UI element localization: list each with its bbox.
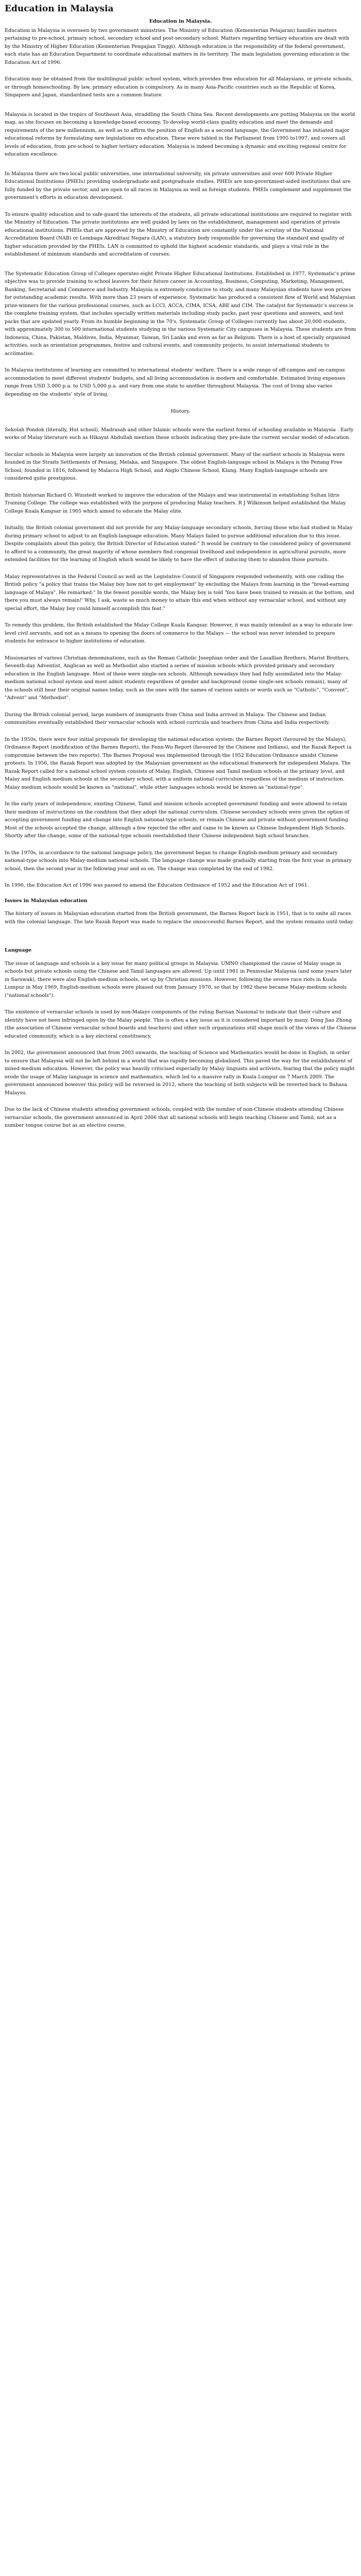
page-title: Education in Malaysia	[5, 4, 114, 14]
history-paragraph: British historian Richard O. Winstedt worked to improve the education of the Malays and was instrumental in establishing Sultan Idris Training College. The college was established with the purpose of producing Malay teachers. R J Wilkinson helped established the Malay College Kuala Kangsar in 1905 which aimed to educate the Malay elite.	[5, 492, 346, 514]
history-paragraph: Secular schools in Malaysia were largely an innovation of the British colonial government. Many of the earliest schools in Malaysia were founded in the Straits Settlements of Penang, Melaka, and Singapore. The oldest English-language school in Malaya is the Penang Free School, founded in 1816, followed by Malacca High School, and Anglo Chinese School, Klang. Many English-language schools are considered quite prestigious.	[5, 451, 345, 481]
document-page	[0, 0, 361, 1130]
intro-paragraph: Education in Malaysia is overseen by two government ministries. The Ministry of Education (Kementerian Pelajaran) handles matters pertaining to pre-school, primary school, secondary school and post-secondary school. Matters regarding tertiary education are dealt with by the Ministry of Higher Education (Kementerian Pengajian Tinggi). Although education is the responsibility of the federal government, each state has an Education Department to coordinate educational matters in its territory. The main legislation governing education is the Education Act of 1996.	[5, 27, 350, 65]
history-paragraph: Sekolah Pondok (literally, Hut school), Madrasah and other Islamic schools were the earliest forms of schooling available in Malaysia . Early works of Malay literature such as Hikayat Abdullah mention these schools indicating they pre-date the current secular model of education.	[5, 427, 354, 440]
history-paragraph: In the 1970s, in accordance to the national language policy, the government began to change English-medium primary and secondary national-type schools into Malay-medium national schools. The language change was made gradually starting from the first year in primary school, then the second year in the following year and so on. The change was completed by the end of 1982.	[5, 850, 352, 872]
intro-paragraph: The Systematic Education Group of Colleges operates eight Private Higher Educational Institutions. Established in 1977, Systematic's prime objective was to provide training to school leavers for their future career in Accounting, Business, Computing, Marketing, Management, Banking, Secretarial and Commerce and Industry. Malaysia is extremely conducive to study, and many Malaysian students have won prizes for outstanding academic results. With more than 23 years of experience, Systematic has produced a consistent flow of World and Malaysian prize-winners for the various professional courses, such as LCCI, ACCA, CIMA, ICSA, ABE and CIM. The catalyst for Systematic's success is the complete training system, that includes specially written materials including study packs, past year questions and answers, and test packs that are updated yearly. From its humble beginning in the 70's, Systematic Group of Colleges currently has about 20,000 students, with approximately 300 to 500 international students studying in the various Systematic City campuses in Malaysia. These students are from Indonesia, China, Pakistan, Maldives, India, Myanmar, Taiwan, Sri Lanka and even as far as Belgium. There is a host of specially organised activities, such as orientation programmes, festive and cultural events, and community projects, to assist international students to acclimatise.	[5, 270, 356, 357]
history-paragraph: In the 1950s, there were four initial proposals for developing the national education system: the Barnes Report (favoured by the Malays), Ordinance Report (modification of the Barnes Report), the Fenn-Wu Report (favoured by the Chinese and Indians), and the Razak Report (a compromise between the two reports). The Barnes Proposal was implemented through the 1952 Education Ordinance amidst Chinese protests. In 1956, the Razak Report was adopted by the Malaysian government as the educational framework for independent Malaya. The Razak Report called for a national school system consists of Malay, English, Chinese and Tamil medium schools at the primary level, and Malay and English medium schools at the secondary school, with a uniform national curriculum regardless of the medium of instruction. Malay medium schools would be known as "national", while other languages schools would be known as "national-type".	[5, 736, 352, 790]
page-subtitle: Education in Malaysia.	[149, 19, 212, 24]
history-paragraph: Missionaries of various Christian denominations, such as the Roman Catholic Josephian order and the Lasallian Brothers, Marist Brothers, Seventh-day Adventist, Anglican as well as Methodist also started a series of mission schools which provided primary and secondary education in the English language. Most of these were single-sex schools. Although nowadays they had fully assimilated into the Malay-medium national school system and most admit students regardless of gender and background (some single-sex schools remain), many of the schools still bear their original names today, such as the ones with the names of various saints or words such as "Catholic", "Convent", "Advent" and "Methodist".	[5, 655, 350, 701]
history-heading: History.	[170, 409, 191, 414]
language-paragraph: The issue of language and schools is a key issue for many political groups in Malaysia. UMNO championed the cause of Malay usage in schools but private schools using the Chinese and Tamil languages are allowed. Up until 1981 in Peninsular Malaysia (and some years later in Sarawak), there were also English-medium schools, set up by Christian missions. However, following the severe race riots in Kuala Lumpur in May 1969, English-medium schools were phased out from January 1970, so that by 1982 these became Malay-medium schools ("national schools").	[5, 960, 352, 998]
language-paragraph: In 2002, the government announced that from 2003 onwards, the teaching of Science and Mathematics would be done in English, in order to ensure that Malaysia will not be left behind in a world that was rapidly becoming globalized. This paved the way for the establishment of mixed-medium education. However, the policy was heavily criticised especially by Malay linguists and activists, fearing that the policy might erode the usage of Malay language in science and mathematics, which led to a massive rally in Kuala Lumpur on 7 March 2009. The government announced however this policy will be reversed in 2012, where the teaching of both subjects will be reverted back to Bahasa Malaysu.	[5, 1050, 355, 1096]
history-paragraph: Malay representatives in the Federal Council as well as the Legislative Council of Singapore responded vehemently, with one calling the British policy "a policy that trains the Malay boy how not to get employment" by excluding the Malays from learning in the "bread-earning language of Malaya". He remarked:" In the fewest possible words, the Malay boy is told 'You have been trained to remain at the bottom, and there you must always remain!' Why, I ask, waste so much money to attain this end when without any vernacular school, and without any special effort, the Malay boy could himself accomplish this feat."	[5, 573, 355, 612]
language-paragraph: The existence of vernacular schools is used by non-Malays components of the ruling Barisan Nasional to indicate that their culture and identity have not been infringed upon by the Malay people. This is often a key issue as it is considered important by many. Dong Jiao Zhong (the association of Chinese vernacular school boards and teachers) and other such organizations still shape much of the views of the Chinese educated community, which is a key electoral constituency.	[5, 1009, 356, 1039]
intro-paragraph: To ensure quality education and to safe-guard the interests of the students, all private educational institutions are required to register with the Ministry of Education. The private institutions are well guided by laws on the establishment, management and operation of private educational institutions. PHEIs that are approved by the Ministry of Education are constantly under the scrutiny of the National Accreditation Board (NAB) or Lembaga Akreditasi Negara (LAN), a statutory body responsible for governing the standard and quality of higher education provided by the PHEIs. LAN is committed to uphold the highest academic standards, and plays a vital role in the establishment of minimum standards and accreditation of courses.	[5, 211, 352, 257]
history-paragraph: To remedy this problem, the British established the Malay College Kuala Kangsar. However, it was mainly intended as a way to educate low-level civil servants, and not as a means to opening the doors of commerce to the Malays — the school was never intended to prepare students for entrance to higher institutions of education.	[5, 622, 354, 644]
language-paragraph: Due to the lack of Chinese students attending government schools, coupled with the number of non-Chinese students attending Chinese vernacular schools, the government announced in April 2006 that all national schools will begin teaching Chinese and Tamil, not as a number tongue course but as an elective course.	[5, 1107, 344, 1128]
history-paragraph: In 1996, the Education Act of 1996 was passed to amend the Education Ordinance of 1952 and the Education Act of 1961.	[5, 883, 309, 888]
intro-paragraph: Education may be obtained from the multilingual public school system, which provides free education for all Malaysians, or private schools, or through homeschooling. By law, primary education is compulsory. As in many Asia-Pacific countries such as the Republic of Korea, Singapore and Japan, standardised tests are a common feature.	[5, 76, 353, 98]
issues-heading: Issues in Malaysian education	[5, 897, 88, 904]
history-paragraph: Initially, the British colonial government did not provide for any Malay-language secondary schools, forcing those who had studied in Malay during primary school to adjust to an English-language education. Many Malays failed to pursue additional education due to this issue. Despite complaints about this policy, the British Director of Education stated:" It would be contrary to the considered policy of government to afford to a community, the great majority of whose members find congenial livelihood and independence in agricultural pursuits, more extended facilities for the learning of English which would be likely to have the effect of inducing them to abandon those pursuits.	[5, 525, 353, 563]
language-heading: Language	[5, 947, 32, 953]
intro-paragraph: Malaysia is located in the tropics of Southeast Asia, straddling the South China Sea. Recent developments are putting Malaysia on the world map, as she focuses on becoming a knowledge-based economy. To develop world-class quality education and meet the demands and requirements of the new millennium, as well as to affirm the position of English as a second language, the Government has initiated major educational reforms by formulating new legislations on education. These were tabled in the Parliament from 1995 to1997, and covers all levels of education, from pre-school to higher tertiary education. Malaysia is indeed becoming a dynamic and exciting regional centre for education excellence.	[5, 111, 355, 157]
history-paragraph: In the early years of independence, existing Chinese, Tamil and mission schools accepted government funding and were allowed to retain their medium of instructions on the condition that they adopt the national curriculum. Chinese secondary schools were given the option of accepting government funding and change into English national-type schools, or remain Chinese and private without government funding. Most of the schools accepted the change, although a few rejected the offer and came to be known as Chinese Independent High Schools. Shortly after the change, some of the national-type schools reestablished their Chinese independent high school branches.	[5, 801, 350, 839]
intro-paragraph: In Malaysia there are two local public universities, one international university, six private universities and over 600 Private Higher Educational Institutions (PHEIs) providing undergraduate and postgraduate studies. PHEIs are non-government-aided institutions that are fully funded by the private sector, and are open to all races in Malaysia as well as foreign students. PHEIs complement and supplement the government's efforts in education development.	[5, 171, 352, 200]
history-paragraph: During the British colonial period, large numbers of immigrants from China and India arrived in Malaya. The Chinese and Indian communities eventually established their vernacular schools with school curricula and teachers from China and India respectively.	[5, 711, 330, 725]
issues-paragraph: The history of issues in Malaysian education started from the British government, the Barnes Report back in 1951, that is to unite all races with the colonial language. The late Razak Report was made to replace the unsuccessful Barnes Report, and the system remains until today.	[5, 911, 354, 925]
intro-paragraph: In Malaysia institutions of learning are committed to international students' welfare. There is a wide range of off-campus and on-campus accommodation to meet different students' budgets, and all living accommodation is modern and comfortable. Estimated living expenses range from USD 3,000 p.a. to USD 5,000 p.a. and vary from one state to another throughout Malaysia. The cost of living also varies depending on the students' style of living.	[5, 367, 346, 397]
